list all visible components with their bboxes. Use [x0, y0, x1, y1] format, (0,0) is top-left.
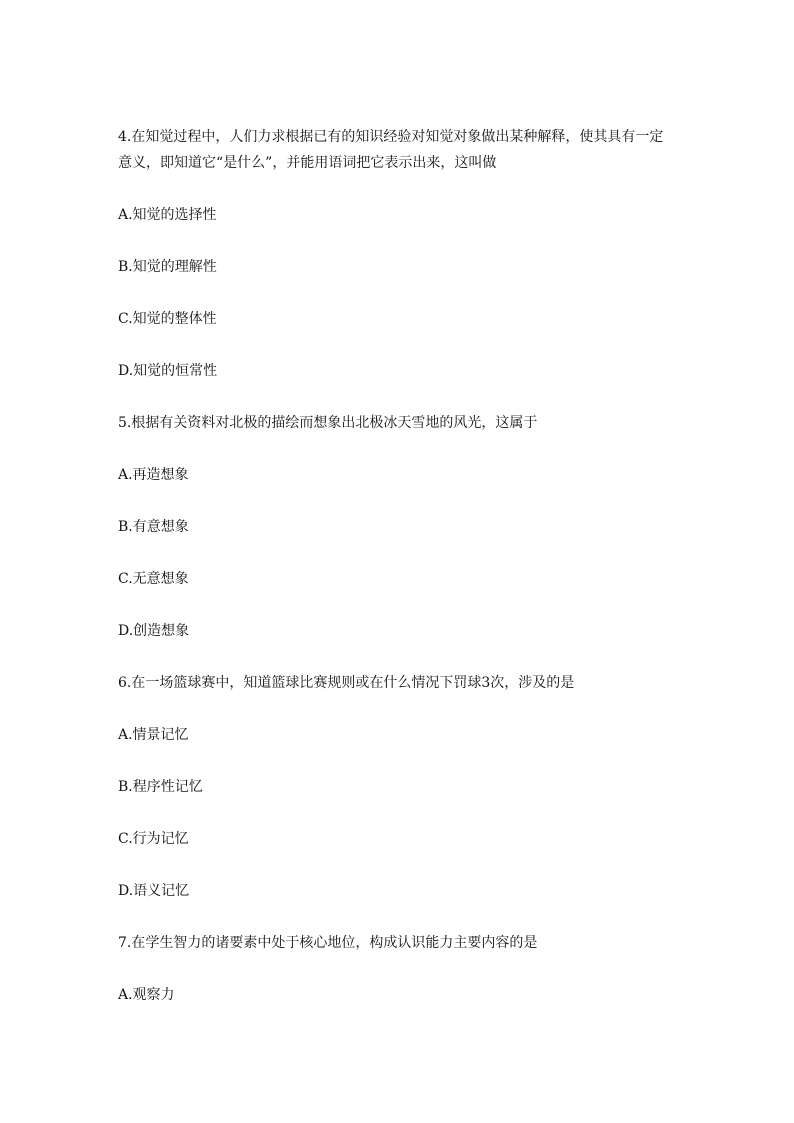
- question-stem-line: 6.在一场篮球赛中，知道篮球比赛规则或在什么情况下罚球3次，涉及的是: [118, 675, 575, 691]
- option-a: A.观察力: [118, 987, 175, 1003]
- option-d: D.语义记忆: [118, 883, 190, 899]
- question-5: [118, 410, 678, 670]
- question-stem-line: 5.根据有关资料对北极的描绘而想象出北极冰天雪地的风光，这属于: [118, 415, 538, 431]
- option-c: C.行为记忆: [118, 831, 189, 847]
- option-a: A.情景记忆: [118, 727, 189, 743]
- option-b: B.知觉的理解性: [118, 259, 217, 275]
- question-6: [118, 670, 678, 930]
- option-d: D.知觉的恒常性: [118, 363, 218, 379]
- question-stem-line: 4.在知觉过程中，人们力求根据已有的知识经验对知觉对象做出某种解释，使其具有一定: [118, 129, 664, 145]
- option-d: D.创造想象: [118, 623, 190, 639]
- question-list: [118, 124, 678, 1008]
- question-stem-line: 意义，即知道它“是什么”，并能用语词把它表示出来，这叫做: [118, 155, 497, 171]
- option-b: B.程序性记忆: [118, 779, 203, 795]
- question-7: [118, 930, 678, 1008]
- option-a: A.再造想象: [118, 467, 189, 483]
- option-b: B.有意想象: [118, 519, 189, 535]
- question-4: [118, 124, 678, 410]
- question-stem-line: 7.在学生智力的诸要素中处于核心地位，构成认识能力主要内容的是: [118, 935, 538, 951]
- option-a: A.知觉的选择性: [118, 207, 217, 223]
- option-c: C.无意想象: [118, 571, 189, 587]
- option-c: C.知觉的整体性: [118, 311, 217, 327]
